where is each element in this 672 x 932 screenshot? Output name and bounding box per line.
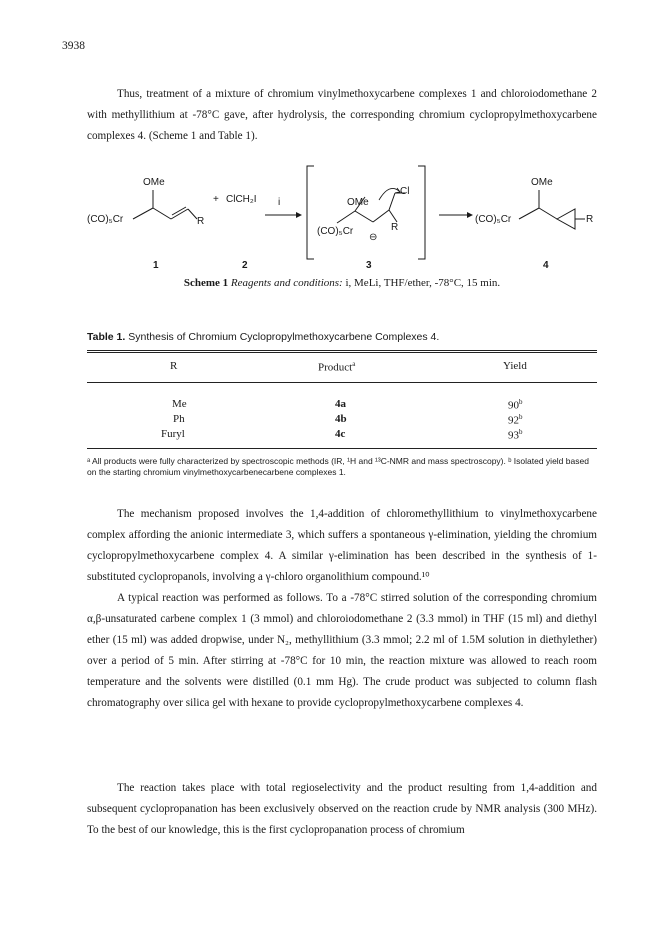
scheme-caption-label: Scheme 1 (183, 277, 229, 289)
carbanion-charge: ⊖ (369, 232, 378, 243)
table-title (87, 331, 439, 343)
reaction-scheme (87, 163, 597, 275)
compound-number-1: 1 (153, 260, 159, 271)
mechanism-paragraph: The mechanism proposed involves the 1,4-addition of chloromethyllithium to vinylmethoxycarbene complex affording the anionic intermediate 3, which suffers a spontaneous γ-elimination, yielding the chromium cyclopropylmethoxycarbene complex 4. A similar γ-elimination has been described in the synthesis of 1-substituted cyclopropanols, involving a γ-chloro organolithium compound.¹⁰ (87, 508, 597, 583)
cl-label: Cl (400, 186, 410, 197)
row-3-yield-value: 93 (508, 429, 519, 442)
header-product (318, 360, 355, 374)
table-title-text: Synthesis of Chromium Cyclopropylmethoxycarbene Complexes 4. (128, 331, 440, 343)
table-top-rule (87, 350, 597, 351)
compound-number-2: 2 (242, 260, 248, 271)
scheme-caption (87, 277, 597, 289)
compound-number-4: 4 (543, 260, 549, 271)
co5cr-label-1: (CO)₅Cr (87, 214, 124, 225)
table-top-rule-2 (87, 352, 597, 353)
row-2-yield (508, 413, 523, 427)
table-header-rule (87, 382, 597, 383)
table-bottom-rule (87, 448, 597, 449)
row-1-yield-sup: b (519, 398, 523, 406)
co5cr-label-3: (CO)₅Cr (317, 226, 354, 237)
r-label-4: R (586, 214, 594, 225)
row-1-product: 4a (335, 398, 346, 410)
row-2-product: 4b (335, 413, 347, 425)
row-2-r: Ph (173, 413, 185, 425)
row-3-yield-sup: b (519, 428, 523, 436)
step-label: i (278, 197, 281, 208)
r-label-1: R (197, 216, 205, 227)
procedure-paragraph: A typical reaction was performed as follows. To a -78°C stirred solution of the corresponding chromium α,β-unsaturated carbene complex 1 (3 mmol) and chloroiodomethane 2 (3.3 mmol) in THF (15 ml) and diethyl ether (15 ml) was added dropwise, under N₂, methyllithium (3.3 mmol; 2.2 ml of 1.5M solution in diethylether) over a period of 5 min. After stirring at -78°C for 10 min, the reaction mixture was allowed to reach room temperature and the solvents were distilled (0.1 mm Hg). The crude product was subjected to column flash chromatography over silica gel with hexane to provide cyclopropylmethoxycarbene complexes 4. (87, 592, 597, 709)
r-label-3: R (391, 222, 399, 233)
header-r: R (170, 360, 178, 372)
table-title-label: Table 1. (87, 331, 126, 343)
row-3-product: 4c (335, 428, 346, 440)
ome-label-4: OMe (531, 177, 553, 188)
reagent-label: ClCH₂I (226, 194, 257, 205)
header-product-text: Product (318, 361, 353, 374)
table-footnote: ᵃ All products were fully characterized by spectroscopic methods (IR, ¹H and ¹³C-NMR and mass spectroscopy). ᵇ Isolated yield based on the starting chromium vinylmethoxycarbenecarbene complexes 1. (87, 456, 589, 477)
scheme-caption-conditions: i, MeLi, THF/ether, -78°C, 15 min. (345, 277, 501, 289)
row-1-yield-value: 90 (508, 399, 519, 412)
header-yield: Yield (503, 360, 527, 372)
row-1-yield (508, 398, 523, 412)
header-product-sup: a (352, 360, 356, 368)
compound-number-3: 3 (366, 260, 372, 271)
row-3-yield (508, 428, 523, 442)
row-2-yield-value: 92 (508, 414, 519, 427)
row-1-r: Me (172, 398, 187, 410)
row-2-yield-sup: b (519, 413, 523, 421)
ome-label-1: OMe (143, 177, 165, 188)
scheme-caption-italic: Reagents and conditions: (230, 277, 343, 289)
ome-label-3: OMe (347, 197, 369, 208)
row-3-r: Furyl (161, 428, 185, 440)
co5cr-label-4: (CO)₅Cr (475, 214, 512, 225)
page-number: 3938 (62, 40, 85, 52)
selectivity-paragraph: The reaction takes place with total regioselectivity and the product resulting from 1,4-addition and subsequent cyclopropanation has been exclusively observed on the reaction crude by NMR analysis (300 MHz). To the best of our knowledge, this is the first cyclopropanation process of chromium (87, 782, 597, 836)
plus-sign: + (213, 194, 219, 205)
intro-paragraph: Thus, treatment of a mixture of chromium vinylmethoxycarbene complexes 1 and chloroiodomethane 2 with methyllithium at -78°C gave, after hydrolysis, the corresponding chromium cyclopropylmethoxycarbene complexes 4. (Scheme 1 and Table 1). (87, 88, 597, 142)
